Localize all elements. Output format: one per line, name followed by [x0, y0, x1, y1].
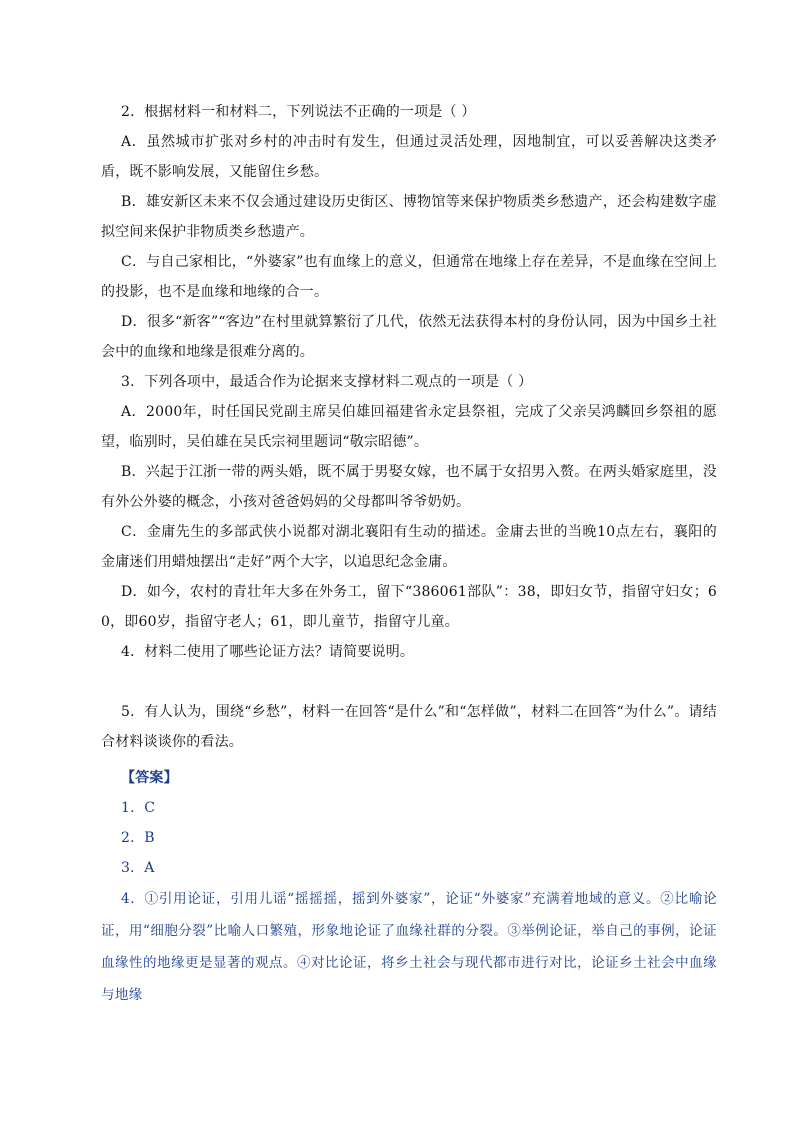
answer-2: 2．B [121, 830, 155, 846]
answer-3: 3．A [121, 860, 155, 876]
question-3-option-b: B．兴起于江浙一带的两头婚，既不属于男娶女嫁，也不属于女招男入赘。在两头婚家庭里，没有外公外婆的概念，小孩对爸爸妈妈的父母都叫爷爷奶奶。 [101, 464, 717, 510]
answer-4: 4．①引用论证，引用儿谣“摇摇摇，摇到外婆家”，论证“外婆家”充满着地域的意义。②比喻论证，用“细胞分裂”比喻人口繁殖，形象地论证了血缘社群的分裂。③举例论证，举自己的事例，论证血缘性的地缘更是显著的观点。④对比论证，将乡土社会与现代都市进行对比，论证乡土社会中血缘与地缘 [101, 891, 717, 1003]
document-content [101, 97, 717, 1011]
question-2-option-d: D．很多“新客”“客边”在村里就算繁衍了几代，依然无法获得本村的身份认同，因为中国乡土社会中的血缘和地缘是很难分离的。 [101, 314, 717, 360]
question-3-option-d: D．如今，农村的青壮年大多在外务工，留下“386061部队”：38，即妇女节，指留守妇女；60，即60岁，指留守老人；61，即儿童节，指留守儿童。 [101, 584, 717, 630]
question-4-stem: 4．材料二使用了哪些论证方法？请简要说明。 [121, 644, 415, 660]
answer-1: 1．C [121, 800, 156, 816]
question-3-stem: 3．下列各项中，最适合作为论据来支撑材料二观点的一项是（ ） [121, 374, 533, 390]
question-2-stem: 2．根据材料一和材料二，下列说法不正确的一项是（ ） [121, 104, 476, 120]
answer-header: 【答案】 [121, 770, 178, 786]
question-3-option-a: A．2000年，时任国民党副主席吴伯雄回福建省永定县祭祖，完成了父亲吴鸿麟回乡祭祖的愿望，临别时，吴伯雄在吴氏宗祠里题词“敬宗昭德”。 [101, 404, 717, 450]
question-2-option-c: C．与自己家相比，“外婆家”也有血缘上的意义，但通常在地缘上存在差异，不是血缘在空间上的投影，也不是血缘和地缘的合一。 [101, 254, 717, 300]
question-2-option-a: A．虽然城市扩张对乡村的冲击时有发生，但通过灵活处理，因地制宜，可以妥善解决这类矛盾，既不影响发展，又能留住乡愁。 [101, 134, 717, 180]
question-5-stem: 5．有人认为，围绕“乡愁”，材料一在回答“是什么”和“怎样做”，材料二在回答“为什么”。请结合材料谈谈你的看法。 [101, 704, 717, 750]
question-3-option-c: C．金庸先生的多部武侠小说都对湖北襄阳有生动的描述。金庸去世的当晚10点左右，襄阳的金庸迷们用蜡烛摆出“走好”两个大字，以追思纪念金庸。 [101, 524, 717, 570]
question-2-option-b: B．雄安新区未来不仅会通过建设历史街区、博物馆等来保护物质类乡愁遗产，还会构建数字虚拟空间来保护非物质类乡愁遗产。 [101, 194, 717, 240]
